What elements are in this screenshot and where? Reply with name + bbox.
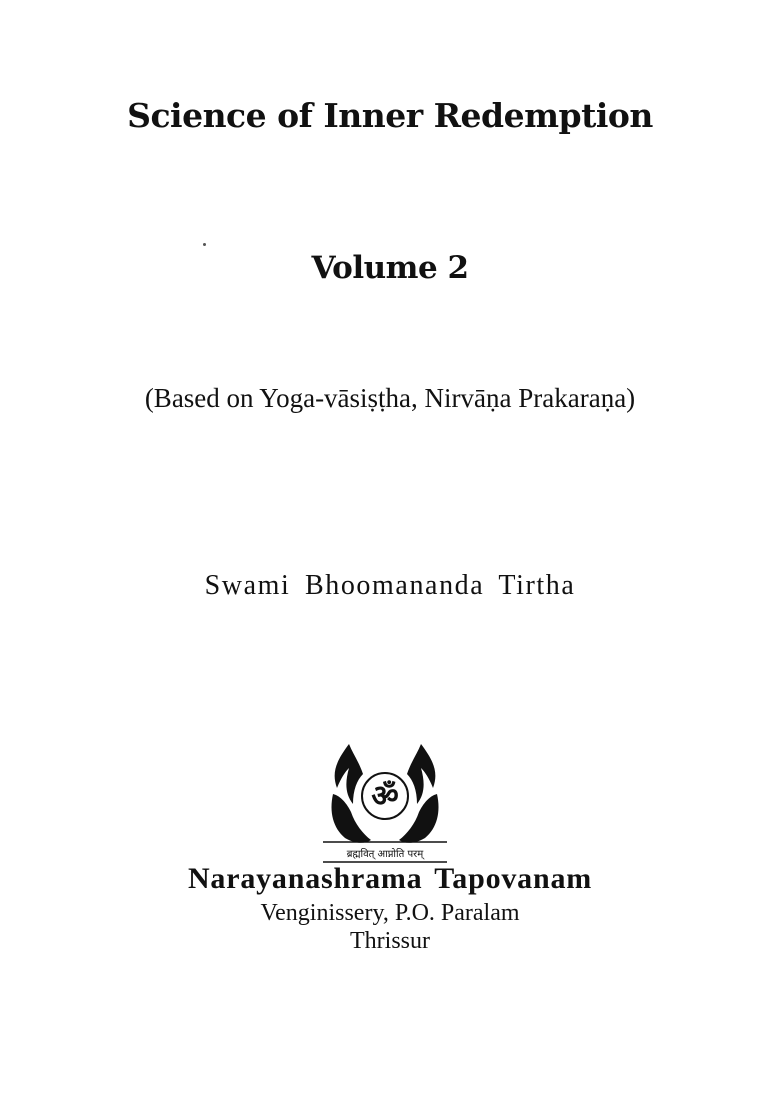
volume-number: Volume 2 (311, 250, 469, 286)
publisher-address: Venginissery, P.O. Paralam (260, 900, 520, 926)
book-title: Science of Inner Redemption (127, 96, 653, 135)
om-emblem-icon (315, 738, 455, 868)
logo-motto: ब्रह्मवित् आप्नोति परम् (346, 849, 424, 860)
book-subtitle: (Based on Yoga-vāsiṣṭha, Nirvāṇa Prakaraṇa) (144, 383, 636, 413)
svg-text:ॐ: ॐ (371, 779, 399, 814)
author-name: Swami Bhoomananda Tirtha (204, 570, 576, 601)
publisher-name: Narayanashrama Tapovanam (187, 862, 593, 895)
publisher-city: Thrissur (350, 928, 430, 954)
scan-speck (203, 243, 206, 246)
